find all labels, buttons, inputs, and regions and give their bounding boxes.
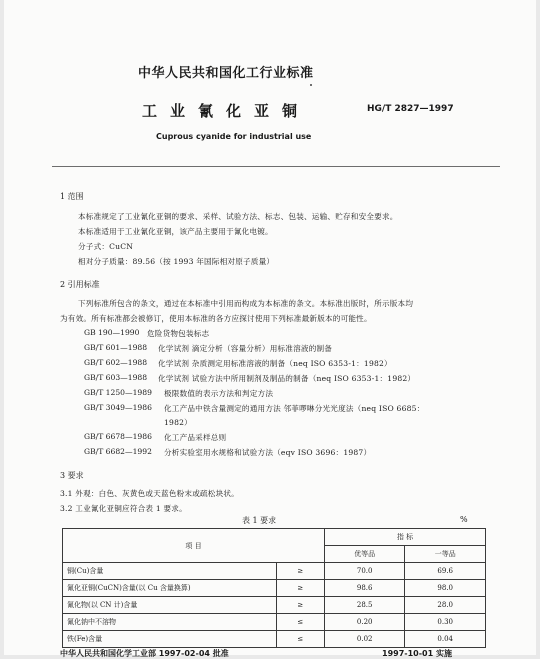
row-first-grade-value: 0.04 (405, 631, 486, 648)
table-unit: % (460, 515, 468, 524)
row-superior-value: 0.20 (324, 614, 405, 631)
ref-title-continued: 1982） (164, 418, 192, 427)
row-comparator: ≤ (276, 631, 324, 648)
ref-title: 极限数值的表示方法和判定方法 (164, 389, 274, 398)
paragraph: 本标准规定了工业氰化亚铜的要求、采样、试验方法、标志、包装、运输、贮存和安全要求。 (78, 212, 398, 221)
ref-title: 危险货物包装标志 (147, 329, 210, 338)
row-item-name: 铜(Cu)含量 (63, 563, 277, 580)
ref-code: GB/T 6678—1986 (84, 432, 152, 441)
ref-code: GB/T 1250—1989 (84, 388, 152, 397)
ref-code: GB/T 603—1988 (84, 373, 148, 382)
standard-code: HG/T 2827—1997 (367, 104, 454, 114)
column-header-index: 指 标 (324, 529, 485, 546)
ref-title: 化学试剂 滴定分析（容量分析）用标准溶液的制备 (158, 344, 333, 353)
row-superior-value: 0.02 (324, 631, 405, 648)
column-header-item: 项 目 (63, 529, 325, 563)
ref-title: 化工产品采样总则 (164, 433, 227, 442)
table-row (63, 631, 486, 648)
implementation-date: 1997-10-01 实施 (382, 649, 452, 658)
row-first-grade-value: 98.0 (405, 580, 486, 597)
table-row (63, 580, 486, 597)
section-heading: 3 要求 (60, 471, 84, 480)
row-superior-value: 28.5 (324, 597, 405, 614)
ref-code: GB/T 6682—1992 (84, 447, 152, 456)
row-item-name: 氰化物(以 CN 计)含量 (63, 597, 277, 614)
section-heading: 2 引用标准 (60, 280, 100, 289)
document-page (4, 0, 536, 658)
ref-title: 化工产品中铁含量测定的通用方法 邻菲啰啉分光光度法（neq ISO 6685： (164, 404, 425, 413)
paragraph: 下列标准所包含的条文，通过在本标准中引用而构成为本标准的条文。本标准出版时，所示版本均 (78, 299, 414, 308)
ref-title: 分析实验室用水规格和试验方法（eqv ISO 3696：1987） (164, 448, 372, 457)
ref-code: GB 190—1990 (84, 328, 140, 337)
ref-code: GB/T 602—1988 (84, 358, 148, 367)
row-item-name: 氰化钠中不溶物 (63, 614, 277, 631)
row-comparator: ≥ (276, 563, 324, 580)
issuing-organization: 中华人民共和国化工行业标准 (138, 66, 314, 81)
column-header-first-grade: 一等品 (405, 546, 486, 563)
section-heading: 1 范围 (60, 192, 84, 201)
row-comparator: ≥ (276, 597, 324, 614)
table-caption: 表 1 要求 (242, 516, 277, 525)
paragraph: 本标准适用于工业氰化亚铜，该产品主要用于氰化电镀。 (78, 227, 273, 236)
english-title: Cuprous cyanide for industrial use (156, 132, 312, 141)
row-first-grade-value: 69.6 (405, 563, 486, 580)
row-superior-value: 98.6 (324, 580, 405, 597)
ref-title: 化学试剂 杂质测定用标准溶液的制备（neq ISO 6353-1：1982） (158, 359, 392, 368)
row-comparator: ≤ (276, 614, 324, 631)
row-item-name: 铁(Fe)含量 (63, 631, 277, 648)
row-first-grade-value: 28.0 (405, 597, 486, 614)
requirements-table (62, 528, 486, 648)
document-title: 工业氰化亚铜 (142, 102, 311, 120)
row-comparator: ≥ (276, 580, 324, 597)
ref-code: GB/T 3049—1986 (84, 403, 152, 412)
header-divider (52, 166, 500, 167)
approval-line: 中华人民共和国化学工业部 1997-02-04 批准 (60, 649, 229, 658)
column-header-superior: 优等品 (324, 546, 405, 563)
paragraph: 为有效。所有标准都会被修订，使用本标准的各方应探讨使用下列标准最新版本的可能性。 (60, 314, 372, 323)
row-superior-value: 70.0 (324, 563, 405, 580)
table-row (63, 563, 486, 580)
clause: 3.2 工业氰化亚铜应符合表 1 要求。 (60, 504, 187, 513)
table-header-row (63, 529, 486, 546)
ref-title: 化学试剂 试验方法中所用制剂及制品的制备（neq ISO 6353-1：1982） (158, 374, 416, 383)
clause: 3.1 外观：白色、灰黄色或天蓝色粉末或疏松块状。 (60, 489, 239, 498)
paragraph: 相对分子质量：89.56（按 1993 年国际相对原子质量） (78, 257, 275, 266)
row-item-name: 氰化亚铜(CuCN)含量(以 Cu 含量换算) (63, 580, 277, 597)
table-row (63, 614, 486, 631)
paragraph: 分子式：CuCN (78, 242, 134, 251)
row-first-grade-value: 0.30 (405, 614, 486, 631)
scan-speck (310, 84, 312, 86)
table-row (63, 597, 486, 614)
ref-code: GB/T 601—1988 (84, 343, 148, 352)
